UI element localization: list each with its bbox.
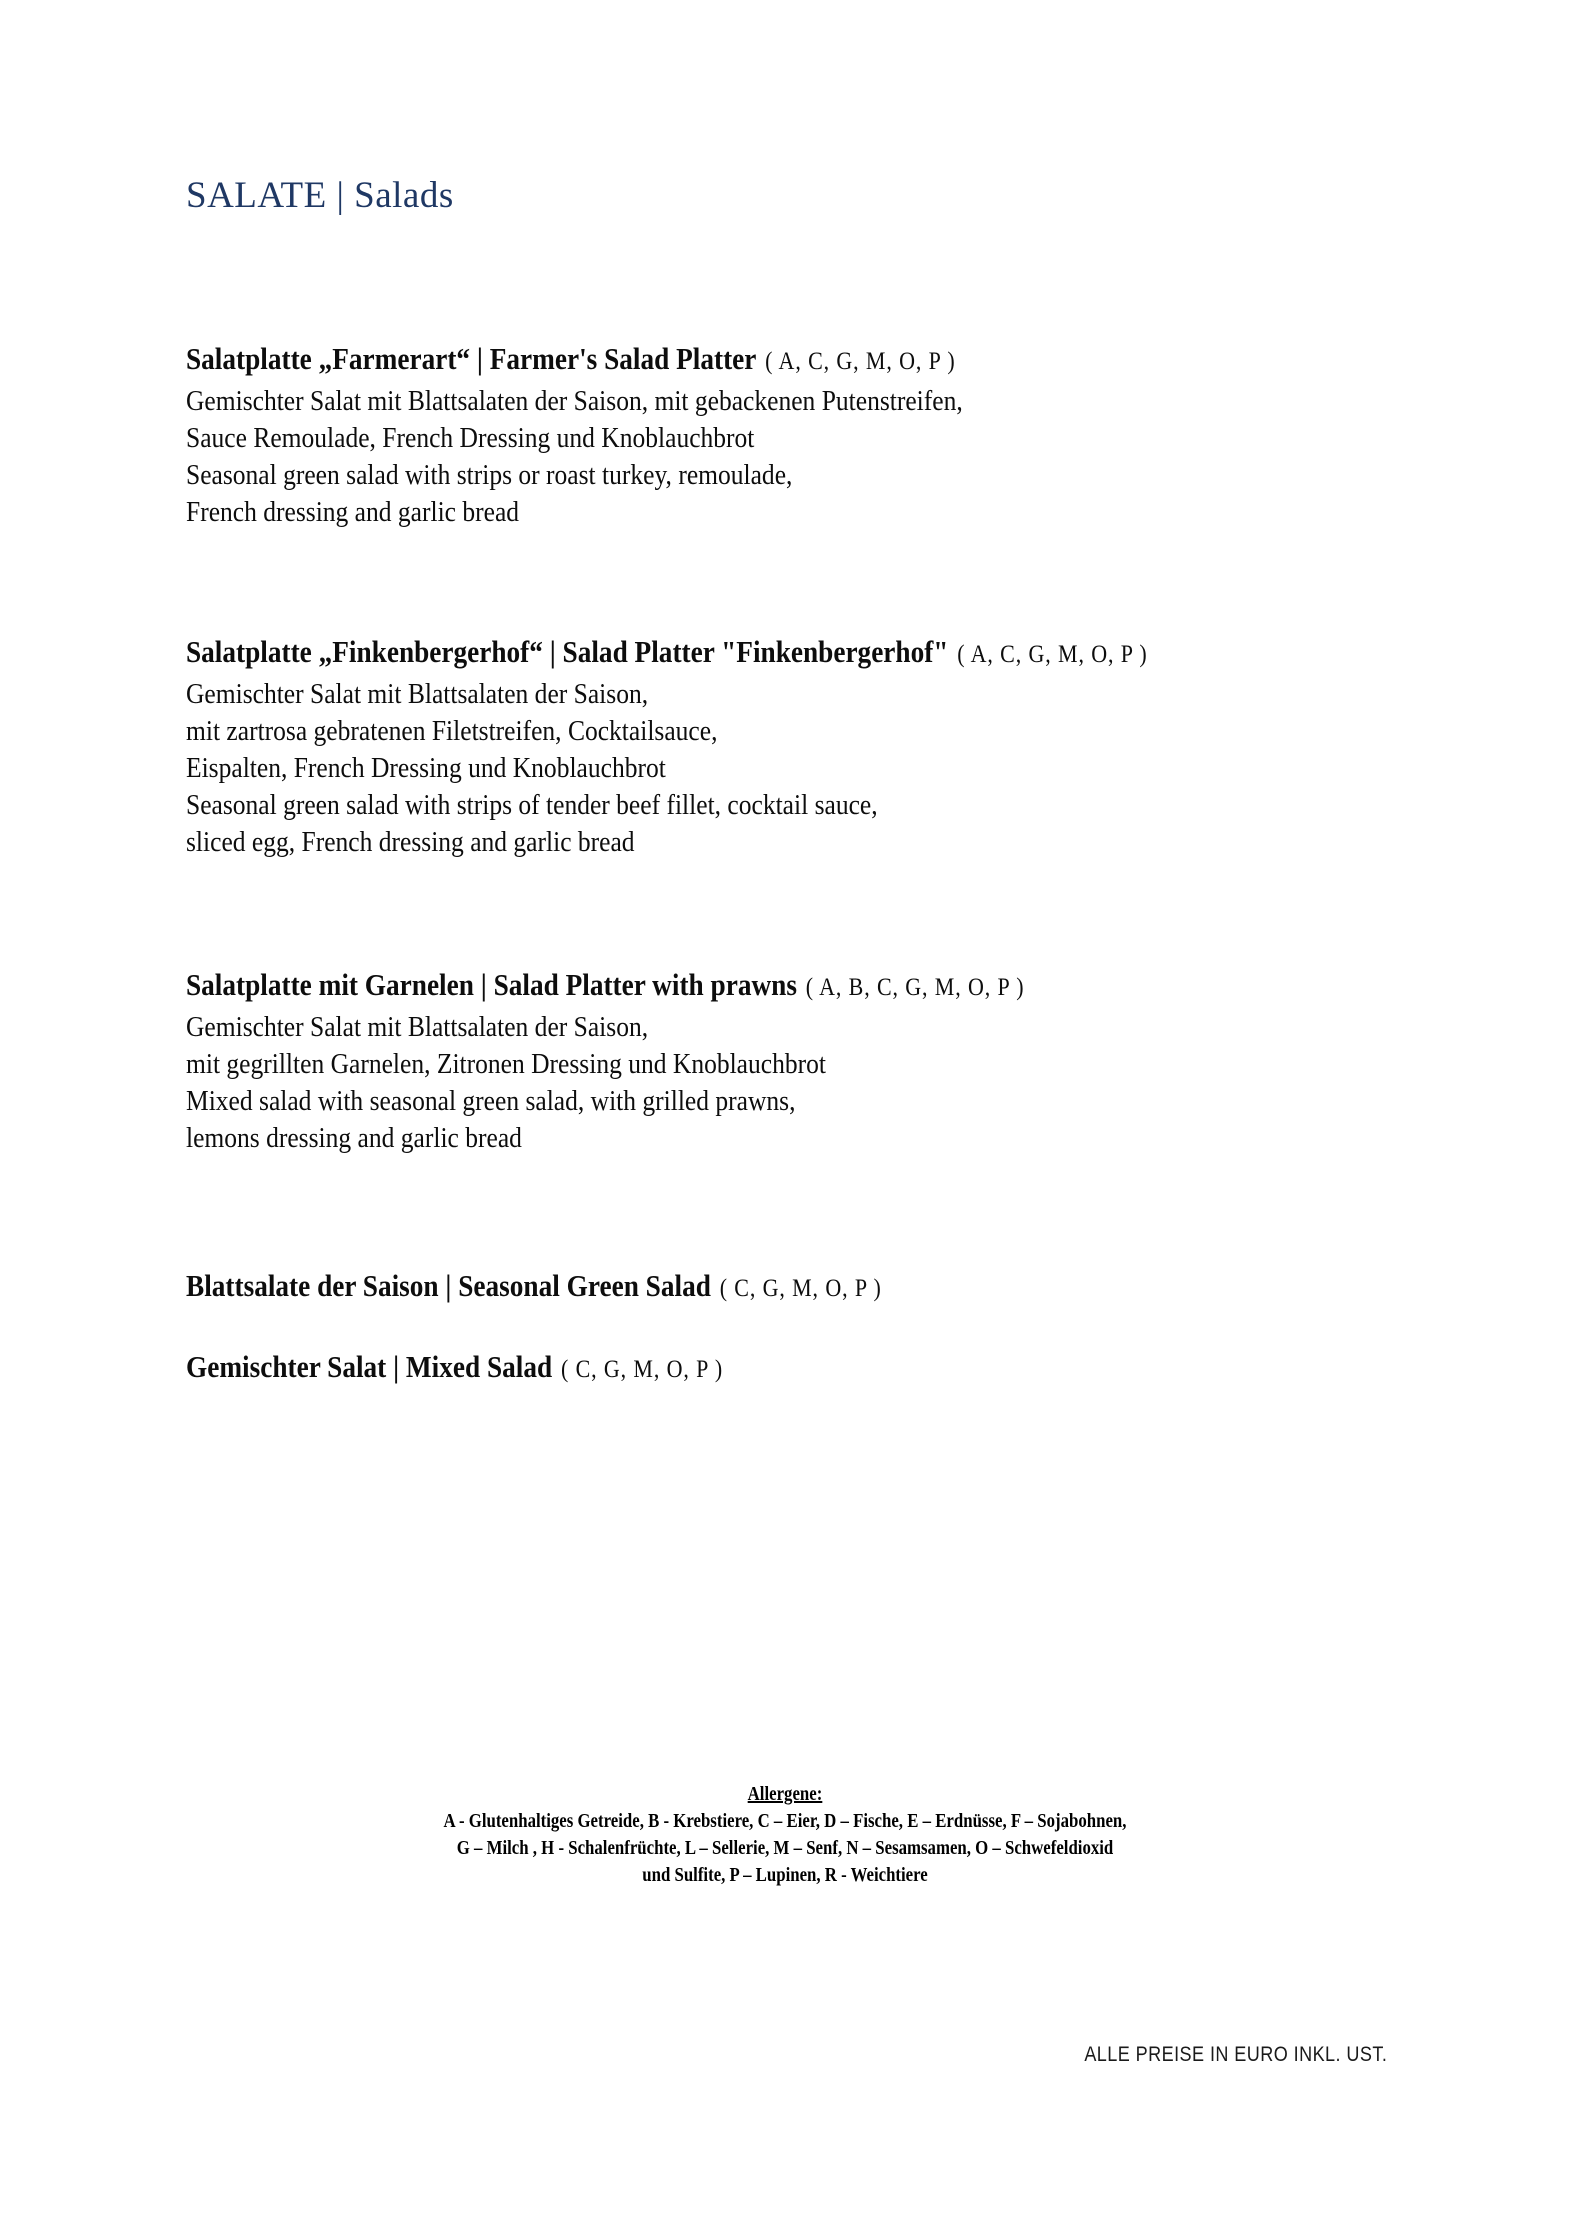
item-description-line: Mixed salad with seasonal green salad, with grilled prawns, (186, 1085, 796, 1117)
item-description-line: Gemischter Salat mit Blattsalaten der Saison, mit gebackenen Putenstreifen, (186, 385, 963, 417)
item-description-line: sliced egg, French dressing and garlic bread (186, 826, 635, 858)
item-name: Salatplatte „Finkenbergerhof“ | Salad Platter "Finkenbergerhof" (186, 634, 949, 669)
item-title (186, 1346, 1404, 1391)
item-name: Salatplatte mit Garnelen | Salad Platter with prawns (186, 967, 797, 1002)
item-name: Salatplatte „Farmerart“ | Farmer's Salad Platter (186, 341, 757, 376)
menu-item (186, 1346, 1570, 1391)
item-description-line: Seasonal green salad with strips or roast turkey, remoulade, (186, 459, 793, 491)
item-description-line: mit gegrillten Garnelen, Zitronen Dressing und Knoblauchbrot (186, 1048, 826, 1080)
price-note (0, 2041, 1570, 2069)
allergen-legend-heading: Allergene: (747, 1783, 823, 1805)
item-allergen-codes: ( A, C, G, M, O, P ) (765, 348, 956, 375)
price-note-text: ALLE PREISE IN EURO INKL. UST. (1084, 2043, 1387, 2066)
item-title (186, 631, 1404, 676)
menu-item (186, 964, 1570, 1157)
item-title (186, 338, 1404, 383)
allergen-legend (0, 1781, 1570, 1889)
item-title (186, 1265, 1404, 1310)
item-description-line: Sauce Remoulade, French Dressing und Knoblauchbrot (186, 422, 755, 454)
item-description-line: Gemischter Salat mit Blattsalaten der Saison, (186, 678, 649, 710)
menu-item (186, 338, 1570, 531)
allergen-legend-line: und Sulfite, P – Lupinen, R - Weichtiere (642, 1864, 928, 1886)
menu-item (186, 1265, 1570, 1310)
item-name: Gemischter Salat | Mixed Salad (186, 1349, 553, 1384)
item-allergen-codes: ( A, B, C, G, M, O, P ) (805, 974, 1025, 1001)
item-allergen-codes: ( C, G, M, O, P ) (719, 1275, 882, 1302)
item-description-line: Eispalten, French Dressing und Knoblauchbrot (186, 752, 666, 784)
item-title (186, 964, 1404, 1009)
item-description-line: mit zartrosa gebratenen Filetstreifen, Cocktailsauce, (186, 715, 718, 747)
allergen-legend-line: A - Glutenhaltiges Getreide, B - Krebstiere, C – Eier, D – Fische, E – Erdnüsse, F – Sojabohnen, (443, 1810, 1127, 1832)
page-title: SALATE | Salads (186, 175, 454, 216)
allergen-legend-line: G – Milch , H - Schalenfrüchte, L – Sellerie, M – Senf, N – Sesamsamen, O – Schwefeldioxid (456, 1837, 1114, 1859)
menu-item (186, 631, 1570, 861)
item-description-line: lemons dressing and garlic bread (186, 1122, 522, 1154)
item-description-line: Seasonal green salad with strips of tender beef fillet, cocktail sauce, (186, 789, 878, 821)
item-name: Blattsalate der Saison | Seasonal Green Salad (186, 1268, 711, 1303)
item-allergen-codes: ( C, G, M, O, P ) (560, 1356, 724, 1383)
item-description-line: Gemischter Salat mit Blattsalaten der Saison, (186, 1011, 649, 1043)
item-allergen-codes: ( A, C, G, M, O, P ) (957, 641, 1148, 668)
item-description-line: French dressing and garlic bread (186, 496, 520, 528)
